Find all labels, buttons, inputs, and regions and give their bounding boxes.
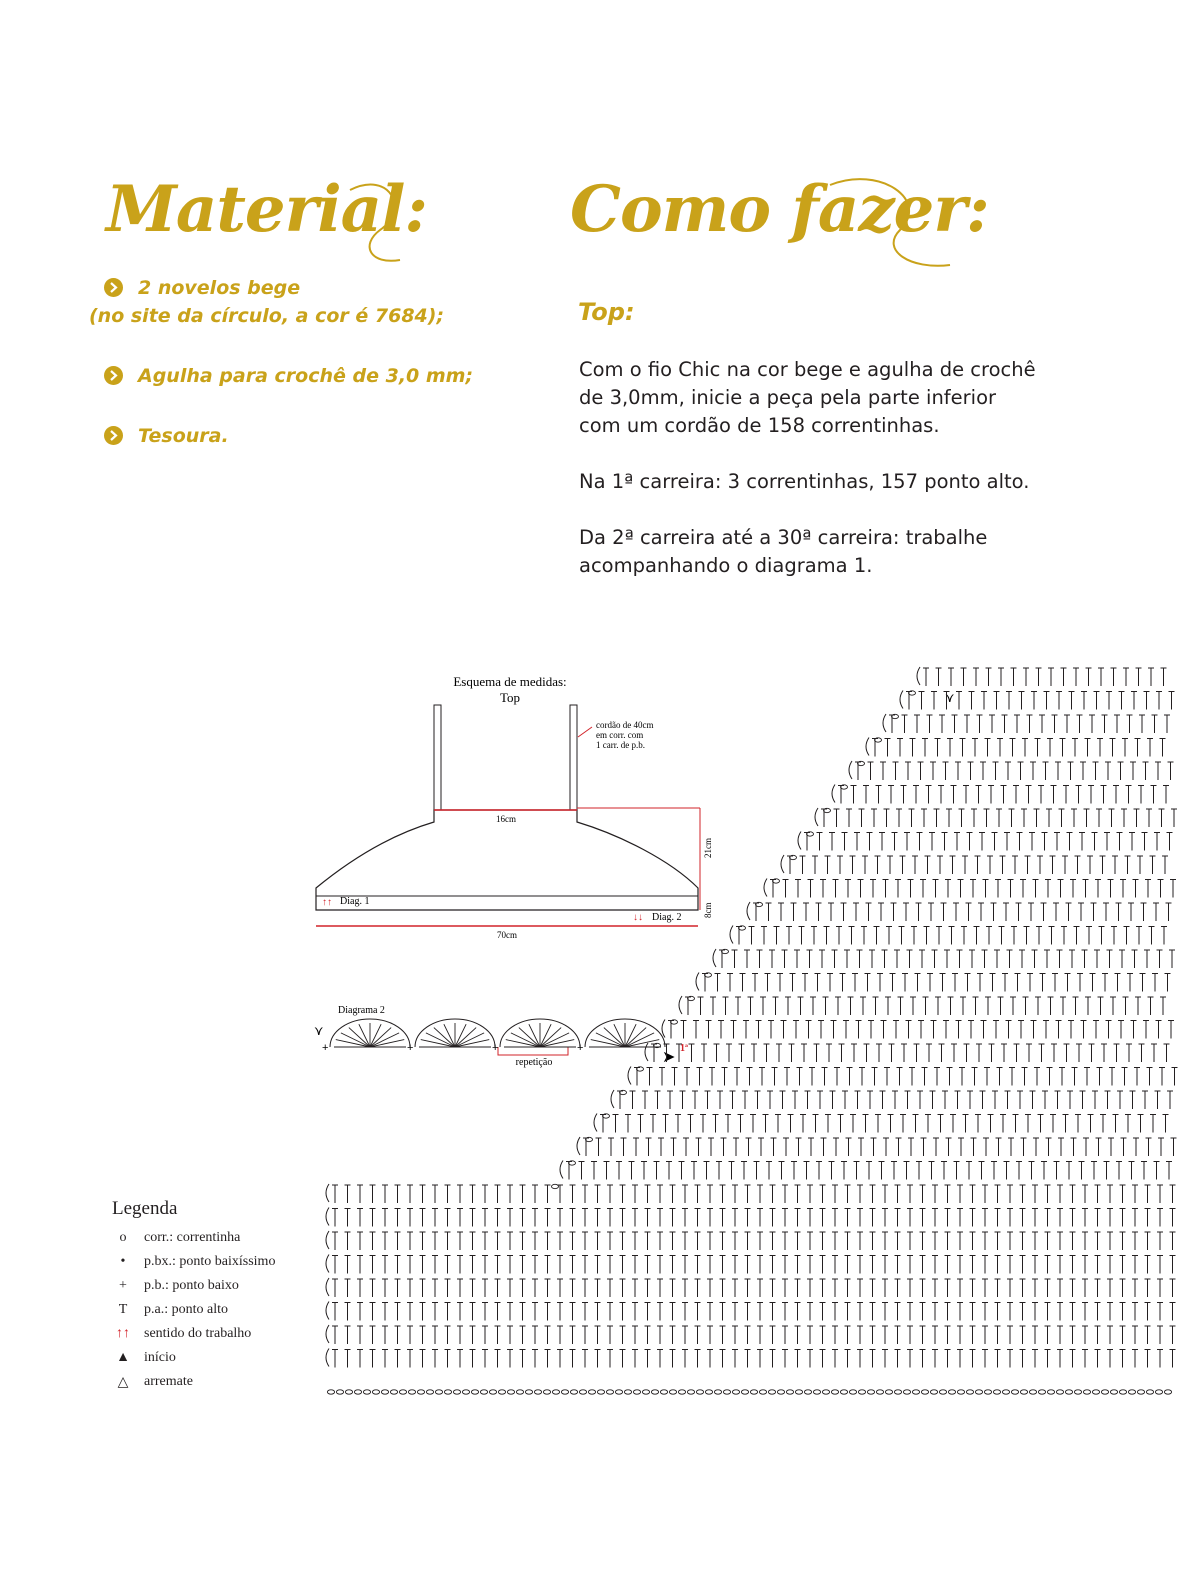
legend-label: p.a.: ponto alto [144,1302,228,1317]
row-turn-chain [730,926,733,944]
chain-stitch [588,1390,595,1394]
chart-row [662,1020,1174,1039]
row-turn-chain [326,1208,329,1226]
schema-subtitle: Top [499,690,521,705]
chain-stitch [651,1390,658,1394]
legend-item [112,1274,275,1298]
chain-stitch [714,1390,721,1394]
chart-row [679,996,1166,1015]
row-turn-chain [611,1090,614,1108]
legend-label: p.b.: ponto baixo [144,1278,239,1293]
material-title-swash [340,170,420,270]
chain-stitch [408,1390,415,1394]
chain-stitch [975,1390,982,1394]
chain-stitch [705,1390,712,1394]
row-turn-chain [832,785,835,803]
chain-stitch [597,1390,604,1394]
diagram-1-chart [323,640,1183,1400]
strap-note: cordão de 40cm [596,720,654,730]
row-label: 1ª [680,1043,688,1054]
chain-stitch [498,1390,505,1394]
chain-stitch [615,1390,622,1394]
double-crochet-icon: T [118,1302,128,1317]
chain-stitch [417,1390,424,1394]
material-item-note: (no site da círculo, a cor é 7684); [89,305,445,327]
height-upper-label: 21cm [703,838,713,858]
chart-row [917,667,1167,686]
material-list [89,274,524,482]
chart-row [815,808,1177,827]
chain-stitch [993,1390,1000,1394]
chain-stitch [867,1390,874,1394]
work-direction-up-icon: ↑↑ [322,897,332,908]
chain-stitch [876,1390,883,1394]
chain-stitch [957,1390,964,1394]
row-turn-chain [747,902,750,920]
row-turn-chain [713,949,716,967]
diag2-label: Diag. 2 [652,912,682,923]
material-title-text: Material: [106,172,428,247]
chart-row [713,949,1175,968]
legend-label: p.bx.: ponto baixíssimo [144,1254,276,1269]
row-turn-chain [679,996,682,1014]
chain-stitch [516,1390,523,1394]
chain-stitch [507,1390,514,1394]
chain-stitch [1101,1390,1108,1394]
chart-row [326,1255,1176,1274]
row-turn-chain [781,855,784,873]
strap-note: 1 carr. de p.b. [596,740,645,750]
como-fazer-title-swash [820,170,960,280]
instruction-paragraph: Na 1ª carreira: 3 correntinhas, 157 ponto alto. [579,470,1030,493]
chevron-right-icon [104,426,123,445]
single-crochet-mark: + [577,1042,584,1054]
single-crochet-mark: + [492,1042,499,1054]
chain-stitch [633,1390,640,1394]
legend-item [112,1226,275,1250]
chain-stitch [894,1390,901,1394]
chart-row [326,1302,1176,1321]
row-turn-chain [815,808,818,826]
chain-stitch [1083,1390,1090,1394]
legend [112,1198,275,1394]
chain-stitch [930,1390,937,1394]
chart-row [326,1184,1176,1203]
row-turn-chain [326,1278,329,1296]
chart-row [832,785,1169,804]
chain-stitch [1110,1390,1117,1394]
row-turn-chain [798,832,801,850]
instructions [579,356,1039,608]
chain-stitch [606,1390,613,1394]
chain-stitch [750,1390,757,1394]
material-item-label: Agulha para crochê de 3,0 mm; [138,365,474,387]
row-turn-chain [917,667,920,685]
chain-stitch [1002,1390,1009,1394]
chain-stitch [840,1390,847,1394]
chart-row [326,1208,1176,1227]
chart-row [326,1278,1176,1297]
chain-stitch [381,1390,388,1394]
chain-stitch [543,1390,550,1394]
finish-arrow-icon: ⋎ [314,1023,324,1038]
start-icon: ▲ [116,1350,130,1365]
row-turn-chain [696,973,699,991]
chain-stitch [471,1390,478,1394]
chain-stitch [732,1390,739,1394]
chain-stitch [327,1390,334,1394]
row-turn-chain [326,1349,329,1367]
chain-stitch [390,1390,397,1394]
chart-row [560,1161,1172,1180]
finish-arrow-icon: ⋎ [945,690,955,705]
chain-stitch [336,1390,343,1394]
row-turn-chain [866,738,869,756]
row-turn-chain [326,1325,329,1343]
work-direction-down-icon: ↓↓ [633,912,643,923]
chain-stitch [579,1390,586,1394]
chain-stitch [345,1390,352,1394]
chain-stitch [1038,1390,1045,1394]
chain-stitch [831,1390,838,1394]
chain-stitch [1137,1390,1144,1394]
chain-stitch [1164,1390,1171,1394]
single-crochet-mark: + [407,1042,414,1054]
slip-stitch-icon: • [120,1254,126,1269]
chain-stitch [552,1390,559,1394]
legend-label: sentido do trabalho [144,1326,252,1341]
legend-item [112,1298,275,1322]
repeat-label: repetição [515,1057,553,1068]
chain-stitch [480,1390,487,1394]
top-width-label: 16cm [496,814,516,824]
chain-stitch [444,1390,451,1394]
row-turn-chain [764,879,767,897]
chart-row [577,1137,1177,1156]
row-turn-chain [326,1184,329,1202]
chain-stitch [822,1390,829,1394]
chain-stitch [660,1390,667,1394]
chart-row [730,926,1167,945]
chart-row [781,855,1168,874]
chain-stitch [912,1390,919,1394]
chain-stitch [795,1390,802,1394]
chart-row [326,1231,1176,1250]
chart-row [900,691,1175,710]
chain-stitch [669,1390,676,1394]
chain-stitch [354,1390,361,1394]
diagram-2-title: Diagrama 2 [338,1005,385,1016]
chain-stitch [435,1390,442,1394]
schema-title: Esquema de medidas: [453,674,567,689]
chain-stitch [966,1390,973,1394]
chain-stitch [1020,1390,1027,1394]
chain-stitch [453,1390,460,1394]
row-turn-chain [594,1114,597,1132]
chain-stitch [462,1390,469,1394]
chain-stitch [849,1390,856,1394]
chart-row [866,738,1166,757]
instruction-paragraph: Com o fio Chic na cor bege e agulha de crochê de 3,0mm, inicie a peça pela parte inferior com um cordão de 158 correntinhas. [579,358,1036,437]
chart-row [326,1349,1176,1368]
chevron-right-icon [104,278,123,297]
chain-stitch [804,1390,811,1394]
height-lower-label: 8cm [703,902,713,918]
chart-row [594,1114,1169,1133]
chain-stitch [1146,1390,1153,1394]
work-direction-icon: ↑↑ [116,1326,130,1341]
chain-stitch [1074,1390,1081,1394]
legend-item [112,1346,275,1370]
row-turn-chain [628,1067,631,1085]
material-item [104,422,524,450]
chain-stitch [921,1390,928,1394]
chain-stitch [1155,1390,1162,1394]
chart-row [849,761,1174,780]
chain-stitch [624,1390,631,1394]
row-turn-chain [326,1302,329,1320]
row-turn-chain [849,761,852,779]
chain-stitch [534,1390,541,1394]
chain-stitch [1029,1390,1036,1394]
instruction-paragraph: Da 2ª carreira até a 30ª carreira: trabalhe acompanhando o diagrama 1. [579,526,988,577]
row-turn-chain [577,1137,580,1155]
chain-stitch [687,1390,694,1394]
chain-icon: o [119,1230,127,1245]
chain-stitch [570,1390,577,1394]
chain-stitch [696,1390,703,1394]
chart-row [883,714,1170,733]
chart-row [764,879,1176,898]
chain-stitch [1011,1390,1018,1394]
legend-label: arremate [144,1374,193,1389]
chain-stitch [1092,1390,1099,1394]
chain-stitch [1119,1390,1126,1394]
material-item-label: Tesoura. [138,425,229,447]
chain-stitch [1128,1390,1135,1394]
legend-item [112,1370,275,1394]
chart-row [747,902,1172,921]
chain-stitch [678,1390,685,1394]
bottom-width-label: 70cm [497,930,517,940]
chain-stitch [399,1390,406,1394]
chain-stitch [858,1390,865,1394]
chain-stitch [363,1390,370,1394]
chain-stitch [903,1390,910,1394]
legend-label: corr.: correntinha [144,1230,241,1245]
chart-row [696,973,1171,992]
chain-stitch [426,1390,433,1394]
single-crochet-mark: + [322,1042,329,1054]
chain-stitch [939,1390,946,1394]
chevron-right-icon [104,366,123,385]
chain-stitch [741,1390,748,1394]
chain-stitch [561,1390,568,1394]
legend-item [112,1250,275,1274]
chart-row [798,832,1173,851]
chain-stitch [786,1390,793,1394]
legend-item [112,1322,275,1346]
single-crochet-icon: + [119,1278,127,1293]
material-item-label: 2 novelos bege [138,277,301,299]
chain-stitch [372,1390,379,1394]
legend-label: início [144,1350,176,1365]
row-turn-chain [883,714,886,732]
chain-stitch [723,1390,730,1394]
legend-title: Legenda [112,1198,178,1219]
chart-row [645,1043,1170,1062]
chain-stitch [885,1390,892,1394]
start-arrow-icon: ➤ [662,1049,676,1066]
como-fazer-title-text: Como fazer: [570,172,989,247]
chain-stitch [759,1390,766,1394]
chain-stitch [552,1184,559,1188]
chain-stitch [1047,1390,1054,1394]
row-turn-chain [560,1161,563,1179]
chain-stitch [525,1390,532,1394]
chain-stitch [777,1390,784,1394]
chain-stitch [489,1390,496,1394]
chain-stitch [642,1390,649,1394]
row-turn-chain [326,1255,329,1273]
row-turn-chain [900,691,903,709]
chain-stitch [813,1390,820,1394]
row-turn-chain [662,1020,665,1038]
chain-stitch [984,1390,991,1394]
chart-row [326,1325,1176,1344]
material-item [104,362,524,390]
row-turn-chain [645,1043,648,1061]
strap-note: em corr. com [596,730,644,740]
diag1-label: Diag. 1 [340,896,370,907]
chart-row [628,1067,1178,1086]
chain-stitch [1056,1390,1063,1394]
row-turn-chain [326,1231,329,1249]
finish-icon: △ [117,1374,129,1390]
section-heading: Top: [578,298,635,326]
chain-stitch [948,1390,955,1394]
chart-row [611,1090,1173,1109]
chain-stitch [768,1390,775,1394]
chain-stitch [1065,1390,1072,1394]
material-item [89,274,524,330]
